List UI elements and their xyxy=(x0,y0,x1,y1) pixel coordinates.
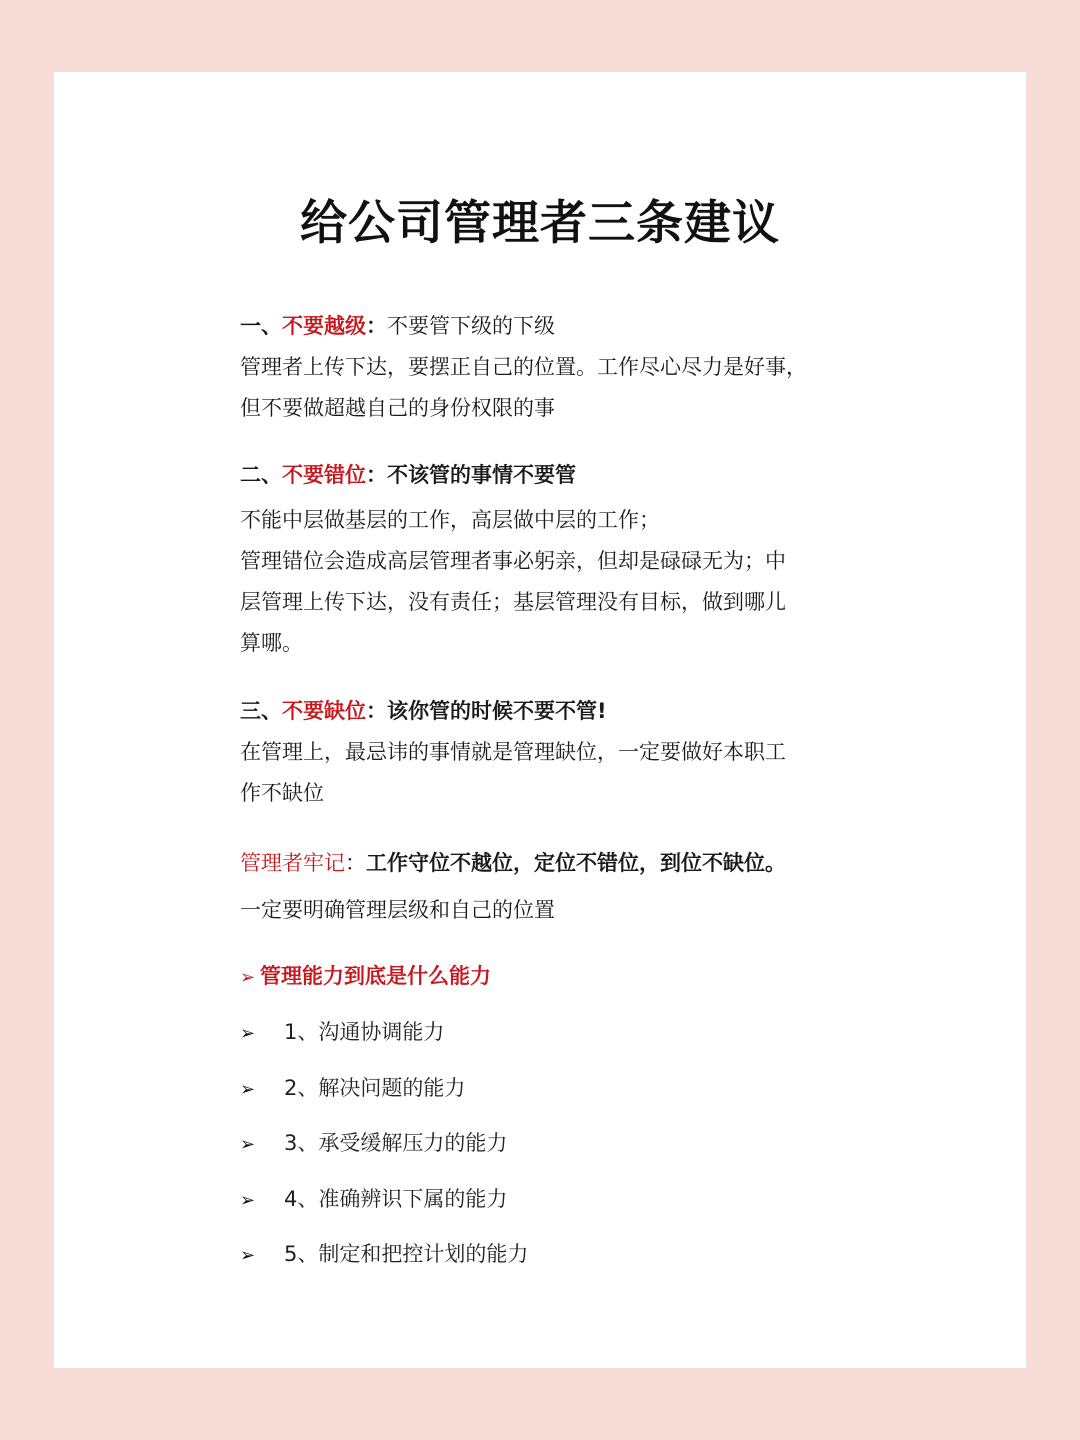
section-1-number: 一、 xyxy=(240,314,282,338)
arrow-bullet-icon: ➢ xyxy=(240,1190,256,1211)
section-3-number: 三、 xyxy=(240,699,282,723)
remember-text: 工作守位不越位，定位不错位，到位不缺位。 xyxy=(366,851,786,875)
ability-list-4 xyxy=(240,1184,860,1216)
section-2-number: 二、 xyxy=(240,463,282,487)
ability-list-5 xyxy=(240,1239,860,1271)
section-3-line-2: 作不缺位 xyxy=(240,781,324,805)
ability-heading xyxy=(240,960,860,990)
section-2-line-4: 算哪。 xyxy=(240,631,303,655)
remember-block xyxy=(240,843,860,931)
section-2-heading xyxy=(240,460,860,490)
section-2-line-1: 不能中层做基层的工作，高层做中层的工作； xyxy=(240,508,660,532)
remember-line-1 xyxy=(240,843,860,884)
list-item-text: 4、准确辨识下属的能力 xyxy=(284,1187,508,1211)
section-3-heading xyxy=(240,696,860,726)
section-1-colon: ： xyxy=(366,314,387,338)
arrow-bullet-icon: ➢ xyxy=(240,1134,256,1155)
section-2-colon: ： xyxy=(366,463,387,487)
section-2-keyword: 不要错位 xyxy=(282,463,366,487)
list-item xyxy=(240,1073,860,1105)
section-2-line-2: 管理错位会造成高层管理者事必躬亲，但却是碌碌无为；中 xyxy=(240,549,786,573)
ability-heading-text: 管理能力到底是什么能力 xyxy=(260,964,491,988)
remember-line-2: 一定要明确管理层级和自己的位置 xyxy=(240,898,555,922)
section-3-colon: ： xyxy=(366,699,387,723)
list-item-text: 5、制定和把控计划的能力 xyxy=(284,1242,529,1266)
arrow-bullet-icon: ➢ xyxy=(240,1245,256,1266)
section-1-keyword: 不要越级 xyxy=(282,314,366,338)
list-item-text: 1、沟通协调能力 xyxy=(284,1020,445,1044)
ability-list-2 xyxy=(240,1073,860,1105)
ability-list-3 xyxy=(240,1128,860,1160)
section-2-subtitle: 不该管的事情不要管 xyxy=(387,463,576,487)
list-item xyxy=(240,1184,860,1216)
section-2-line-3: 层管理上传下达，没有责任；基层管理没有目标，做到哪儿 xyxy=(240,590,786,614)
arrow-bullet-icon: ➢ xyxy=(240,1079,256,1100)
page-title: 给公司管理者三条建议 xyxy=(300,196,780,251)
list-item-text: 3、承受缓解压力的能力 xyxy=(284,1131,508,1155)
list-item xyxy=(240,1017,860,1049)
section-1 xyxy=(240,311,860,429)
remember-colon: ： xyxy=(345,851,366,875)
section-3-line-1: 在管理上，最忌讳的事情就是管理缺位，一定要做好本职工 xyxy=(240,740,786,764)
section-1-line-1: 管理者上传下达，要摆正自己的位置。工作尽心尽力是好事， xyxy=(240,355,807,379)
list-item xyxy=(240,1128,860,1160)
section-3 xyxy=(240,696,860,814)
section-1-subtitle: 不要管下级的下级 xyxy=(387,314,555,338)
section-3-subtitle: 该你管的时候不要不管! xyxy=(387,699,607,723)
section-1-heading xyxy=(240,311,860,341)
section-3-keyword: 不要缺位 xyxy=(282,699,366,723)
section-2 xyxy=(240,460,860,664)
list-item-text: 2、解决问题的能力 xyxy=(284,1076,466,1100)
arrow-bullet-icon: ➢ xyxy=(240,1023,256,1044)
remember-keyword: 管理者牢记 xyxy=(240,851,345,875)
arrow-bullet-icon: ➢ xyxy=(240,967,256,988)
section-1-line-2: 但不要做超越自己的身份权限的事 xyxy=(240,396,555,420)
ability-list xyxy=(240,1017,860,1049)
list-item xyxy=(240,1239,860,1271)
